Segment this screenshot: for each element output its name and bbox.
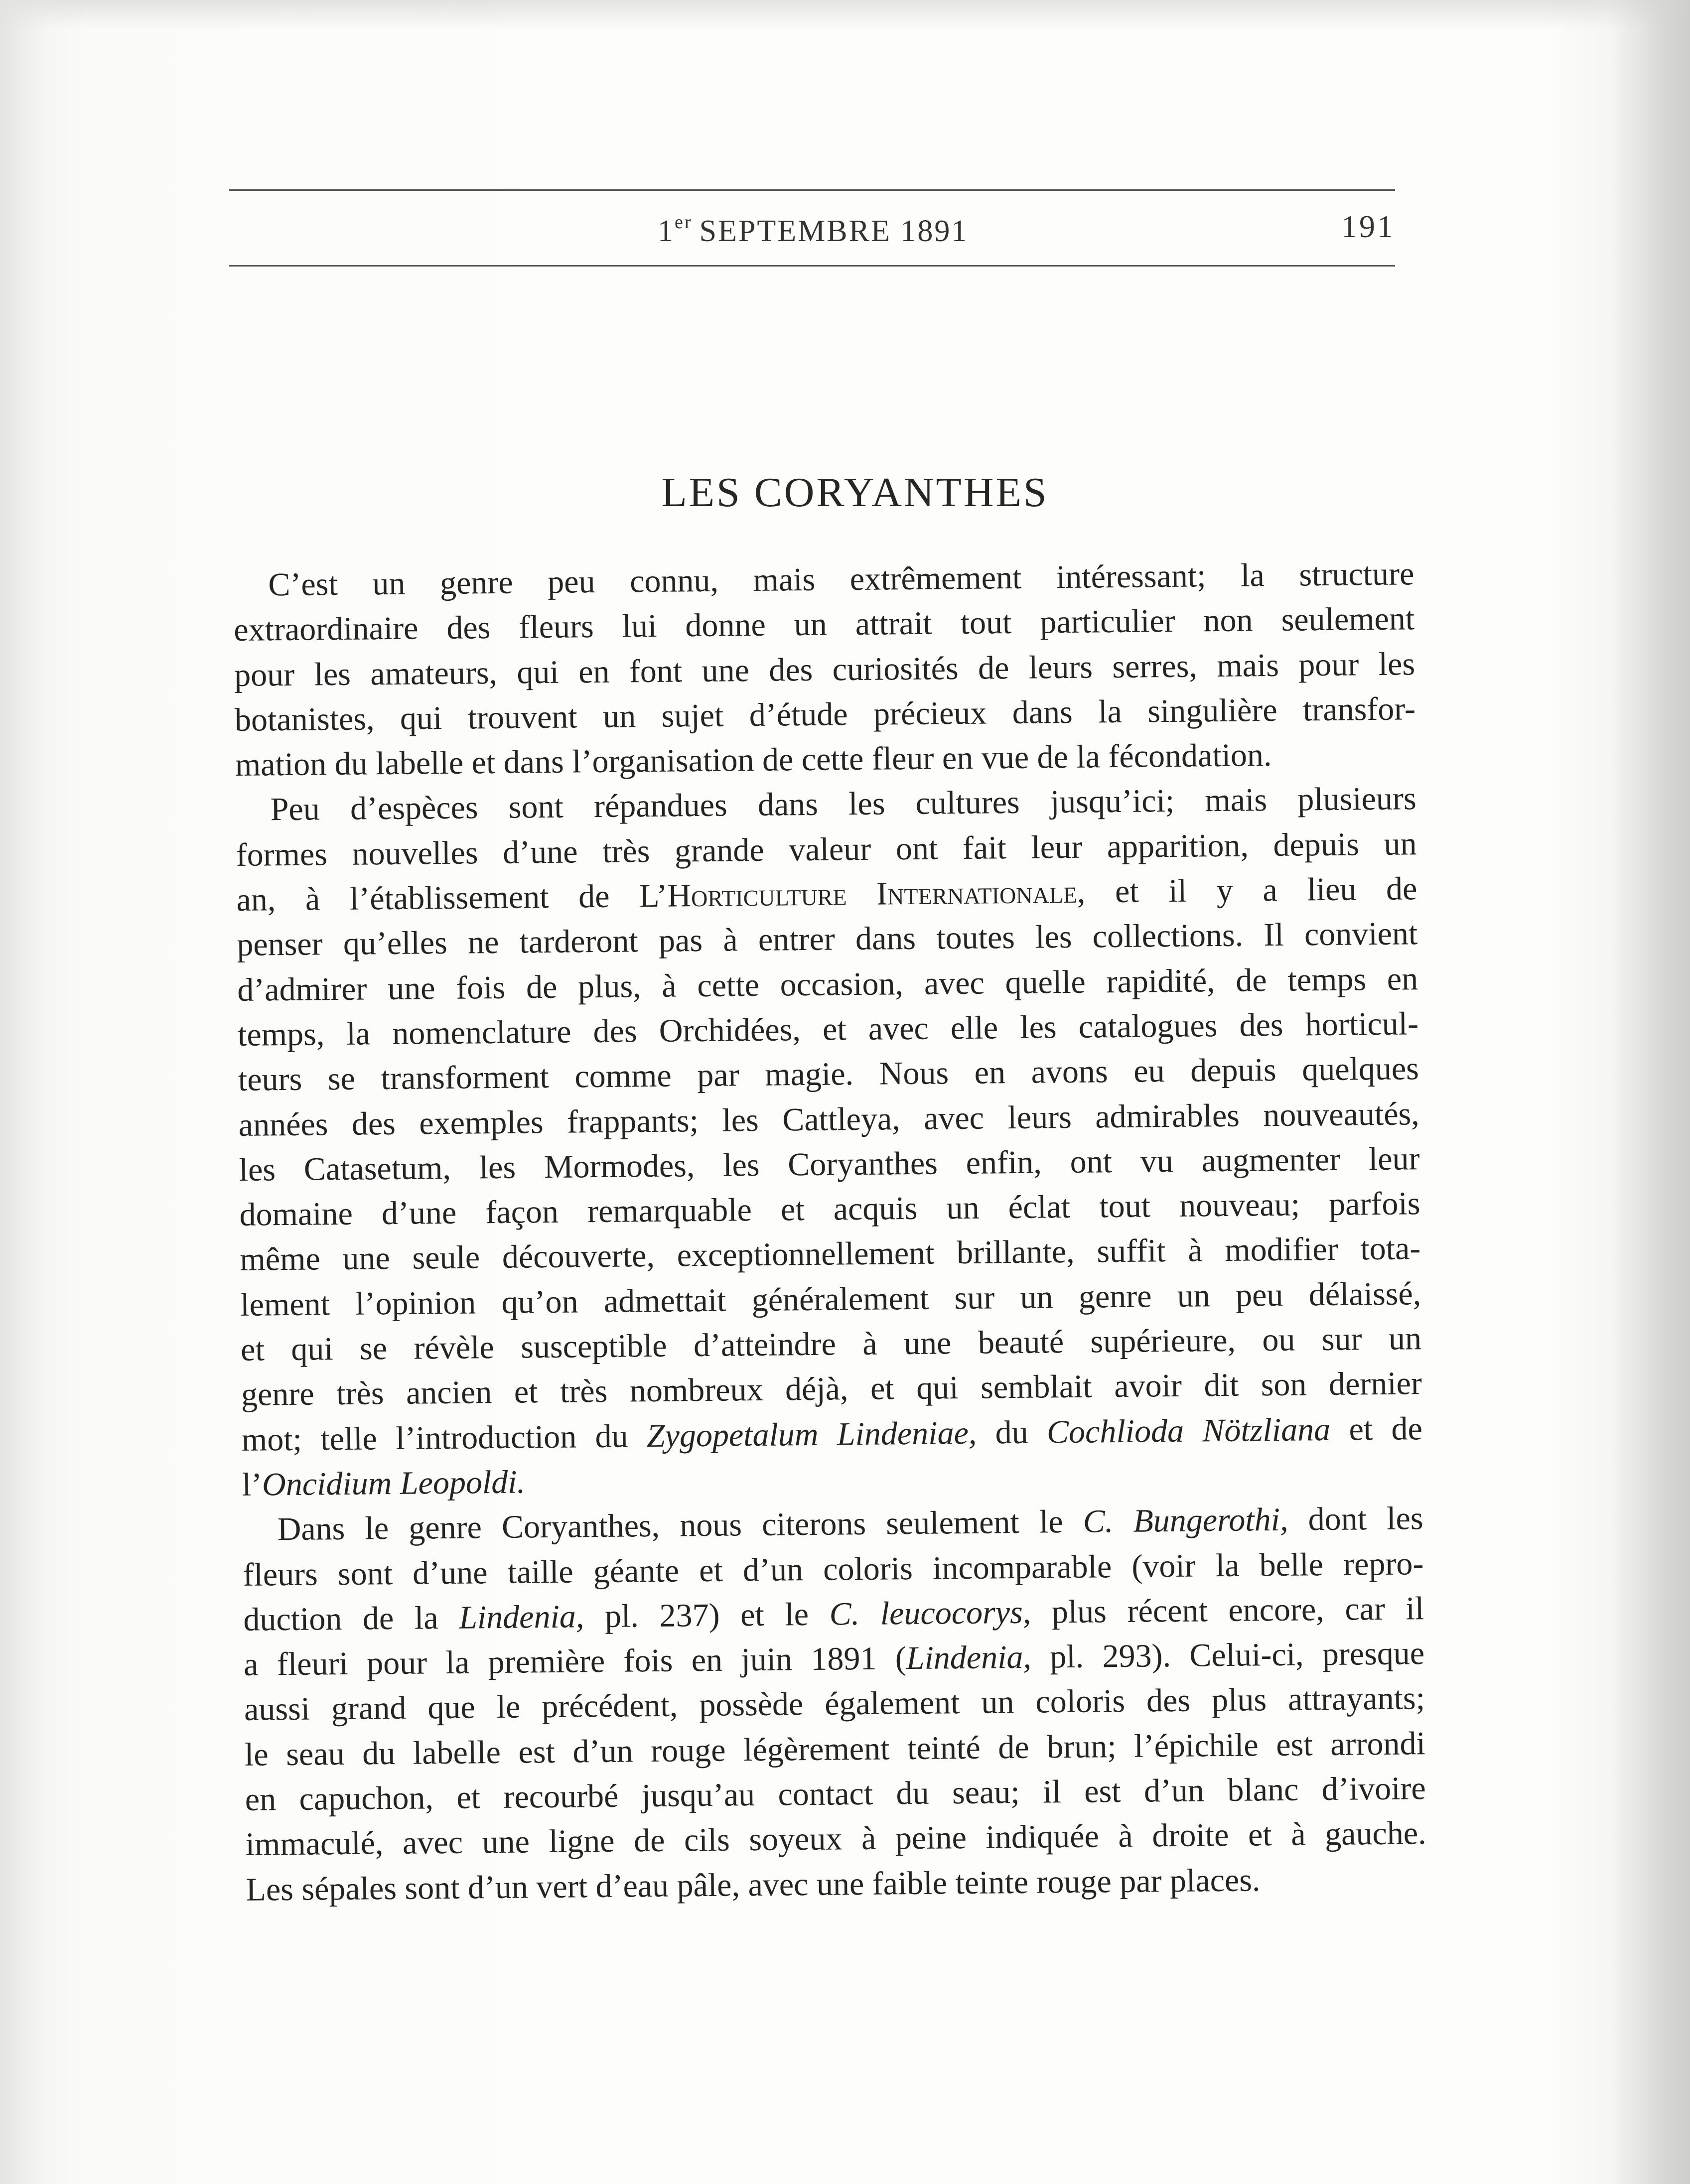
header-rule-top xyxy=(229,189,1395,191)
header-date xyxy=(658,211,968,249)
text-segment: domaine d’une façon remarquable et acquis un éclat tout nouveau; parfois xyxy=(239,1185,1420,1233)
text-segment: le seau du labelle est d’un rouge légèrement teinté de brun; l’épichile est arrondi xyxy=(244,1725,1426,1773)
text-segment: Dans le genre Coryanthes, nous citerons seulement le xyxy=(277,1503,1084,1548)
page-number: 191 xyxy=(1341,209,1395,244)
paper-shadow xyxy=(0,0,1690,30)
italic-text: Oncidium Leopoldi. xyxy=(262,1464,526,1503)
italic-text: Zygopetalum Lindeniae, xyxy=(646,1414,977,1454)
text-segment: et de xyxy=(1330,1410,1423,1448)
text-segment: en capuchon, et recourbé jusqu’au contact du seau; il est d’un blanc d’ivoire xyxy=(245,1770,1426,1818)
small-caps-text: L’Horticulture Internationale xyxy=(639,873,1078,915)
text-segment: pl. 237) et le xyxy=(584,1596,830,1635)
italic-text: C. leucocorys, xyxy=(829,1594,1031,1633)
text-segment: C’est un genre peu connu, mais extrêmement intéressant; la structure xyxy=(268,555,1414,603)
text-segment: penser qu’elles ne tarderont pas à entrer dans toutes les collections. Il convient xyxy=(237,915,1418,963)
text-segment: genre très ancien et très nombreux déjà, et qui semblait avoir dit son dernier xyxy=(241,1365,1422,1413)
text-segment: an, à l’établissement de xyxy=(236,878,640,919)
text-segment: teurs se transforment comme par magie. Nous en avons eu depuis quelques xyxy=(238,1050,1419,1098)
text-segment: extraordinaire des fleurs lui donne un attrait tout particulier non seulement xyxy=(233,600,1415,649)
header-date-superscript: er xyxy=(675,212,693,233)
text-segment: Peu d’espèces sont répandues dans les cultures jusqu’ici; mais plusieurs xyxy=(270,780,1417,828)
italic-text: Cochlioda Nötzliana xyxy=(1046,1411,1331,1451)
article-title: LES CORYANTHES xyxy=(661,469,1049,516)
text-segment: mation du labelle et dans l’organisation de cette fleur en vue de la fécondation. xyxy=(235,737,1272,784)
text-segment: pour les amateurs, qui en font une des curiosités de leurs serres, mais pour les xyxy=(234,645,1415,693)
header-date-prefix: 1 xyxy=(658,214,675,248)
text-segment: pl. 293). Celui-ci, presque xyxy=(1031,1635,1425,1675)
running-head xyxy=(229,185,1395,270)
header-rule-bottom xyxy=(229,265,1395,267)
text-segment: duction de la xyxy=(243,1599,459,1638)
text-segment: temps, la nomenclature des Orchidées, et avec elle les catalogues des horticul- xyxy=(237,1005,1419,1053)
text-segment: mot; telle l’introduction du xyxy=(241,1417,647,1458)
text-segment: , et il y a lieu de xyxy=(1077,870,1417,910)
text-segment: d’admirer une fois de plus, à cette occasion, avec quelle rapidité, de temps en xyxy=(237,960,1418,1008)
italic-text: Lindenia, xyxy=(458,1598,584,1636)
text-segment: dont les xyxy=(1288,1500,1423,1538)
text-segment: les Catasetum, les Mormodes, les Coryanthes enfin, ont vu augmenter leur xyxy=(239,1140,1420,1188)
text-segment: fleurs sont d’une taille géante et d’un coloris incomparable (voir la belle repro- xyxy=(243,1545,1424,1593)
italic-text: C. Bungerothi, xyxy=(1083,1501,1288,1540)
text-segment: Les sépales sont d’un vert d’eau pâle, avec une faible teinte rouge par places. xyxy=(246,1861,1261,1908)
text-segment: plus récent encore, car il xyxy=(1030,1590,1424,1631)
text-segment: lement l’opinion qu’on admettait généralement sur un genre un peu délaissé, xyxy=(240,1275,1421,1323)
text-segment: années des exemples frappants; les Cattleya, avec leurs admirables nouveautés, xyxy=(238,1095,1420,1143)
text-segment: du xyxy=(976,1414,1047,1451)
text-segment: formes nouvelles d’une très grande valeur ont fait leur apparition, depuis un xyxy=(236,825,1417,873)
italic-text: Lindenia, xyxy=(906,1638,1032,1677)
paper-edge xyxy=(1610,0,1690,2184)
text-segment: a fleuri pour la première fois en juin 1891 ( xyxy=(243,1640,907,1683)
header-date-rest: SEPTEMBRE 1891 xyxy=(699,214,969,248)
text-segment: aussi grand que le précédent, possède également un coloris des plus attrayants; xyxy=(244,1680,1425,1728)
text-segment: l’ xyxy=(242,1466,263,1503)
text-segment: botanistes, qui trouvent un sujet d’étude précieux dans la singulière transfor- xyxy=(234,690,1416,738)
article-body xyxy=(233,551,1427,1912)
text-segment: et qui se révèle susceptible d’atteindre à une beauté supérieure, ou sur un xyxy=(240,1320,1422,1368)
text-segment: immaculé, avec une ligne de cils soyeux à peine indiquée à droite et à gauche. xyxy=(245,1815,1426,1863)
text-segment: même une seule découverte, exceptionnellement brillante, suffit à modifier tota- xyxy=(240,1230,1421,1278)
